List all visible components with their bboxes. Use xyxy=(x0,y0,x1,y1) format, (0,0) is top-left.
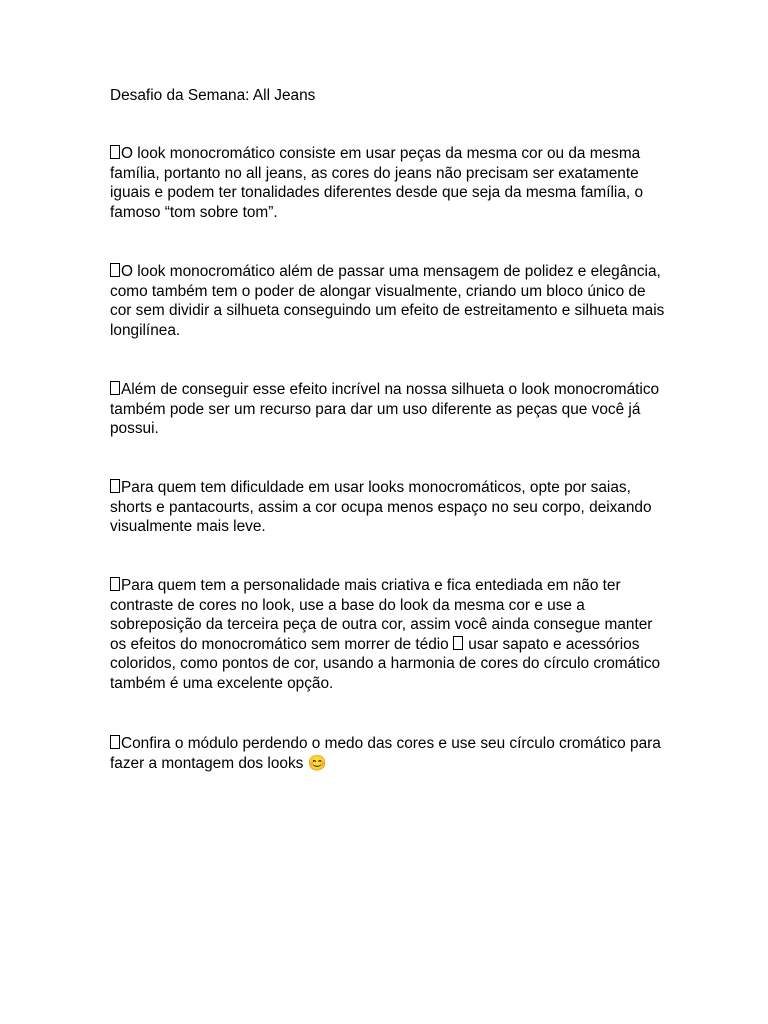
paragraph-5 xyxy=(110,576,670,694)
paragraph-4-text: Para quem tem dificuldade em usar looks monocromáticos, opte por saias, shorts e pantacourts, assim a cor ocupa menos espaço no seu corpo, deixando visualmente mais leve. xyxy=(110,479,652,536)
document-title: Desafio da Semana: All Jeans xyxy=(110,87,316,104)
missing-glyph-box-icon xyxy=(453,636,463,650)
paragraph-6-text: Confira o módulo perdendo o medo das cores e use seu círculo cromático para fazer a montagem dos looks 😊 xyxy=(110,735,661,772)
paragraph-1-text: O look monocromático consiste em usar peças da mesma cor ou da mesma família, portanto no all jeans, as cores do jeans não precisam ser exatamente iguais e podem ter tonalidades diferentes desde que seja da mesma família, o famoso “tom sobre tom”. xyxy=(110,145,644,221)
paragraph-2-text: O look monocromático além de passar uma mensagem de polidez e elegância, como também tem o poder de alongar visualmente, criando um bloco único de cor sem dividir a silhueta conseguindo um efeito de estreitamento e silhueta mais longilínea. xyxy=(110,263,665,339)
document-page xyxy=(110,86,670,772)
missing-glyph-box-icon xyxy=(110,381,120,395)
paragraph-2 xyxy=(110,262,670,340)
missing-glyph-box-icon xyxy=(110,479,120,493)
paragraph-3 xyxy=(110,380,670,439)
missing-glyph-box-icon xyxy=(110,735,120,749)
paragraph-5-text: Para quem tem a personalidade mais criativa e fica entediada em não ter contraste de cores no look, use a base do look da mesma cor e use a sobreposição da terceira peça de outra cor, assim você ainda consegue manter os efeitos do monocromático sem morrer de tédio xyxy=(110,577,653,653)
missing-glyph-box-icon xyxy=(110,577,120,591)
paragraph-1 xyxy=(110,144,670,222)
paragraph-6 xyxy=(110,734,670,773)
paragraph-3-text: Além de conseguir esse efeito incrível na nossa silhueta o look monocromático também pode ser um recurso para dar um uso diferente as peças que você já possui. xyxy=(110,381,660,438)
paragraph-4 xyxy=(110,478,670,537)
missing-glyph-box-icon xyxy=(110,263,120,277)
paragraph-5-tail-text: usar sapato e acessórios coloridos, como pontos de cor, usando a harmonia de cores do círculo cromático também é uma excelente opção. xyxy=(110,635,661,692)
missing-glyph-box-icon xyxy=(110,145,120,159)
